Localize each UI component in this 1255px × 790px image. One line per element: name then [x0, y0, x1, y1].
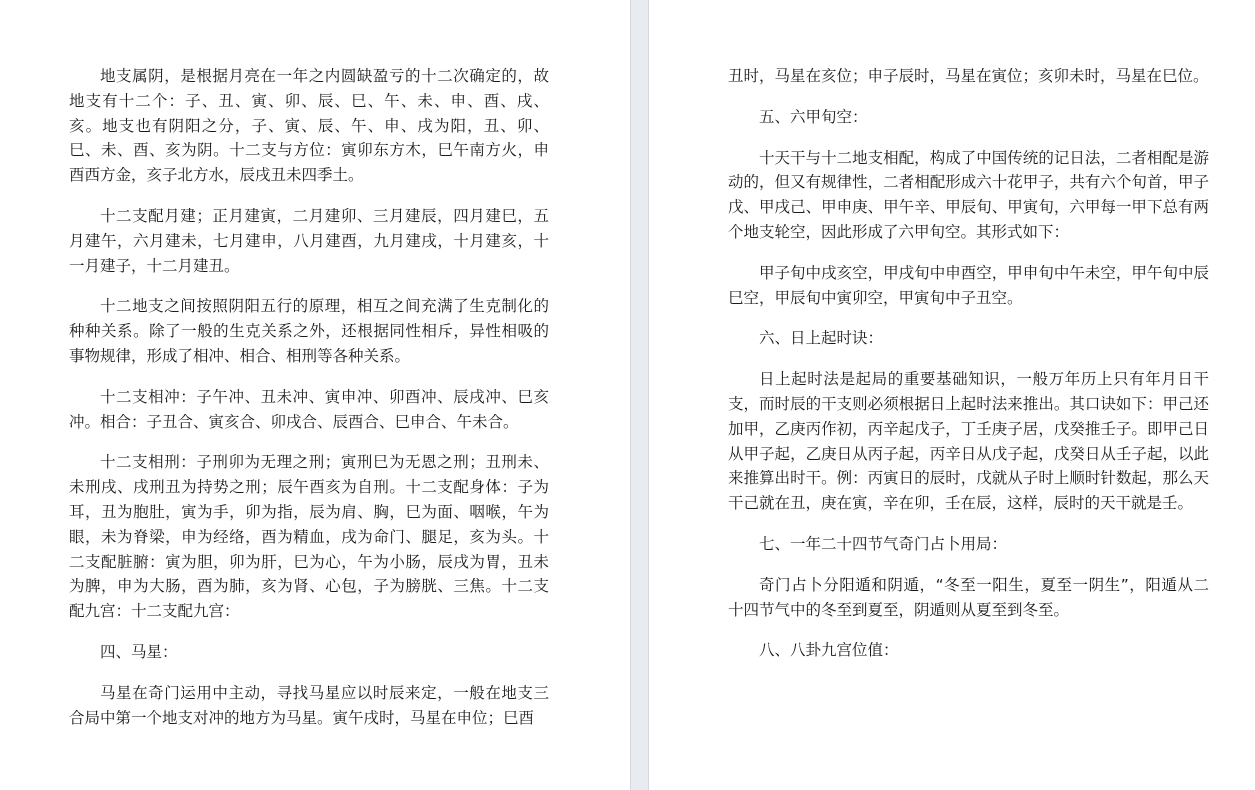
page-gutter: [630, 0, 649, 790]
paragraph: 日上起时法是起局的重要基础知识，一般万年历上只有年月日干支，而时辰的干支则必须根据日上起时法来推出。其口诀如下：甲己还加甲，乙庚丙作初，丙辛起戊子，丁壬庚子居，戊癸推壬子。即甲己日从甲子起，乙庚日从丙子起，丙辛日从戊子起，戊癸日从壬子起，以此来推算出时干。例：丙寅日的辰时，戊就从子时上顺时针数起，那么天干己就在丑，庚在寅，辛在卯，壬在辰，这样，辰时的天干就是壬。: [728, 370, 1209, 513]
paragraph: 十二支配月建；正月建寅，二月建卯、三月建辰，四月建巳，五月建午，六月建未，七月建申，八月建酉，九月建戌，十月建亥，十一月建子，十二月建丑。: [69, 206, 549, 275]
paragraph: 奇门占卜分阳遁和阴遁，“冬至一阳生，夏至一阴生”，阳遁从二十四节气中的冬至到夏至，阴遁则从夏至到冬至。: [728, 575, 1209, 619]
page-text-column: [69, 64, 549, 746]
section-heading: 五、六甲旬空：: [759, 107, 868, 126]
paragraph: 十二支相冲：子午冲、丑未冲、寅申冲、卯酉冲、辰戌冲、巳亥冲。相合：子丑合、寅亥合、卯戌合、辰酉合、巳申合、午未合。: [69, 387, 549, 431]
paragraph: 十二支相刑：子刑卯为无理之刑；寅刑巳为无恩之刑；丑刑未、未刑戌、戌刑丑为持势之刑；辰午酉亥为自刑。十二支配身体：子为耳，丑为胞肚，寅为手，卯为指，辰为肩、胸，巳为面、咽喉，午为眼，未为脊梁，申为经络，酉为精血，戌为命门、腿足，亥为头。十二支配脏腑：寅为胆，卯为肝，巳为心，午为小肠，辰戌为胃，丑未为脾，申为大肠，酉为肺，亥为肾、心包，子为膀胱、三焦。十二支配九宫：十二支配九宫：: [69, 453, 549, 621]
paragraph: 甲子旬中戌亥空，甲戌旬中申酉空，甲申旬中午未空，甲午旬中辰巳空，甲辰旬中寅卯空，甲寅旬中子丑空。: [728, 263, 1209, 307]
paragraph: 十二地支之间按照阴阳五行的原理，相互之间充满了生克制化的种种关系。除了一般的生克关系之外，还根据同性相斥，异性相吸的事物规律，形成了相冲、相合、相刑等各种关系。: [69, 297, 549, 365]
section-heading: 七、一年二十四节气奇门占卜用局：: [759, 534, 1008, 553]
section-heading: 四、马星：: [100, 642, 178, 661]
paragraph: 地支属阴，是根据月亮在一年之内圆缺盈亏的十二次确定的，故地支有十二个：子、丑、寅、卯、辰、巳、午、未、申、酉、戌、亥。地支也有阴阳之分，子、寅、辰、午、申、戌为阳，丑、卯、巳、未、酉、亥为阴。十二支与方位：寅卯东方木，巳午南方火，申酉西方金，亥子北方水，辰戌丑未四季土。: [69, 67, 549, 185]
section-heading: 八、八卦九宫位值：: [759, 641, 899, 660]
document-page-right: [649, 0, 1255, 790]
paragraph-continuation: 丑时，马星在亥位；申子辰时，马星在寅位；亥卯未时，马星在巳位。: [728, 67, 1209, 85]
section-heading: 六、日上起时诀：: [759, 329, 884, 348]
page-text-column: [728, 64, 1209, 679]
paragraph: 马星在奇门运用中主动，寻找马星应以时辰来定，一般在地支三合局中第一个地支对冲的地方为马星。寅午戌时，马星在申位；巳酉: [69, 683, 549, 727]
paragraph: 十天干与十二地支相配，构成了中国传统的记日法，二者相配是游动的，但又有规律性，二者相配形成六十花甲子，共有六个旬首，甲子戊、甲戌己、甲申庚、甲午辛、甲辰旬、甲寅旬，六甲每一甲下总有两个地支轮空，因此形成了六甲旬空。其形式如下：: [728, 148, 1209, 241]
